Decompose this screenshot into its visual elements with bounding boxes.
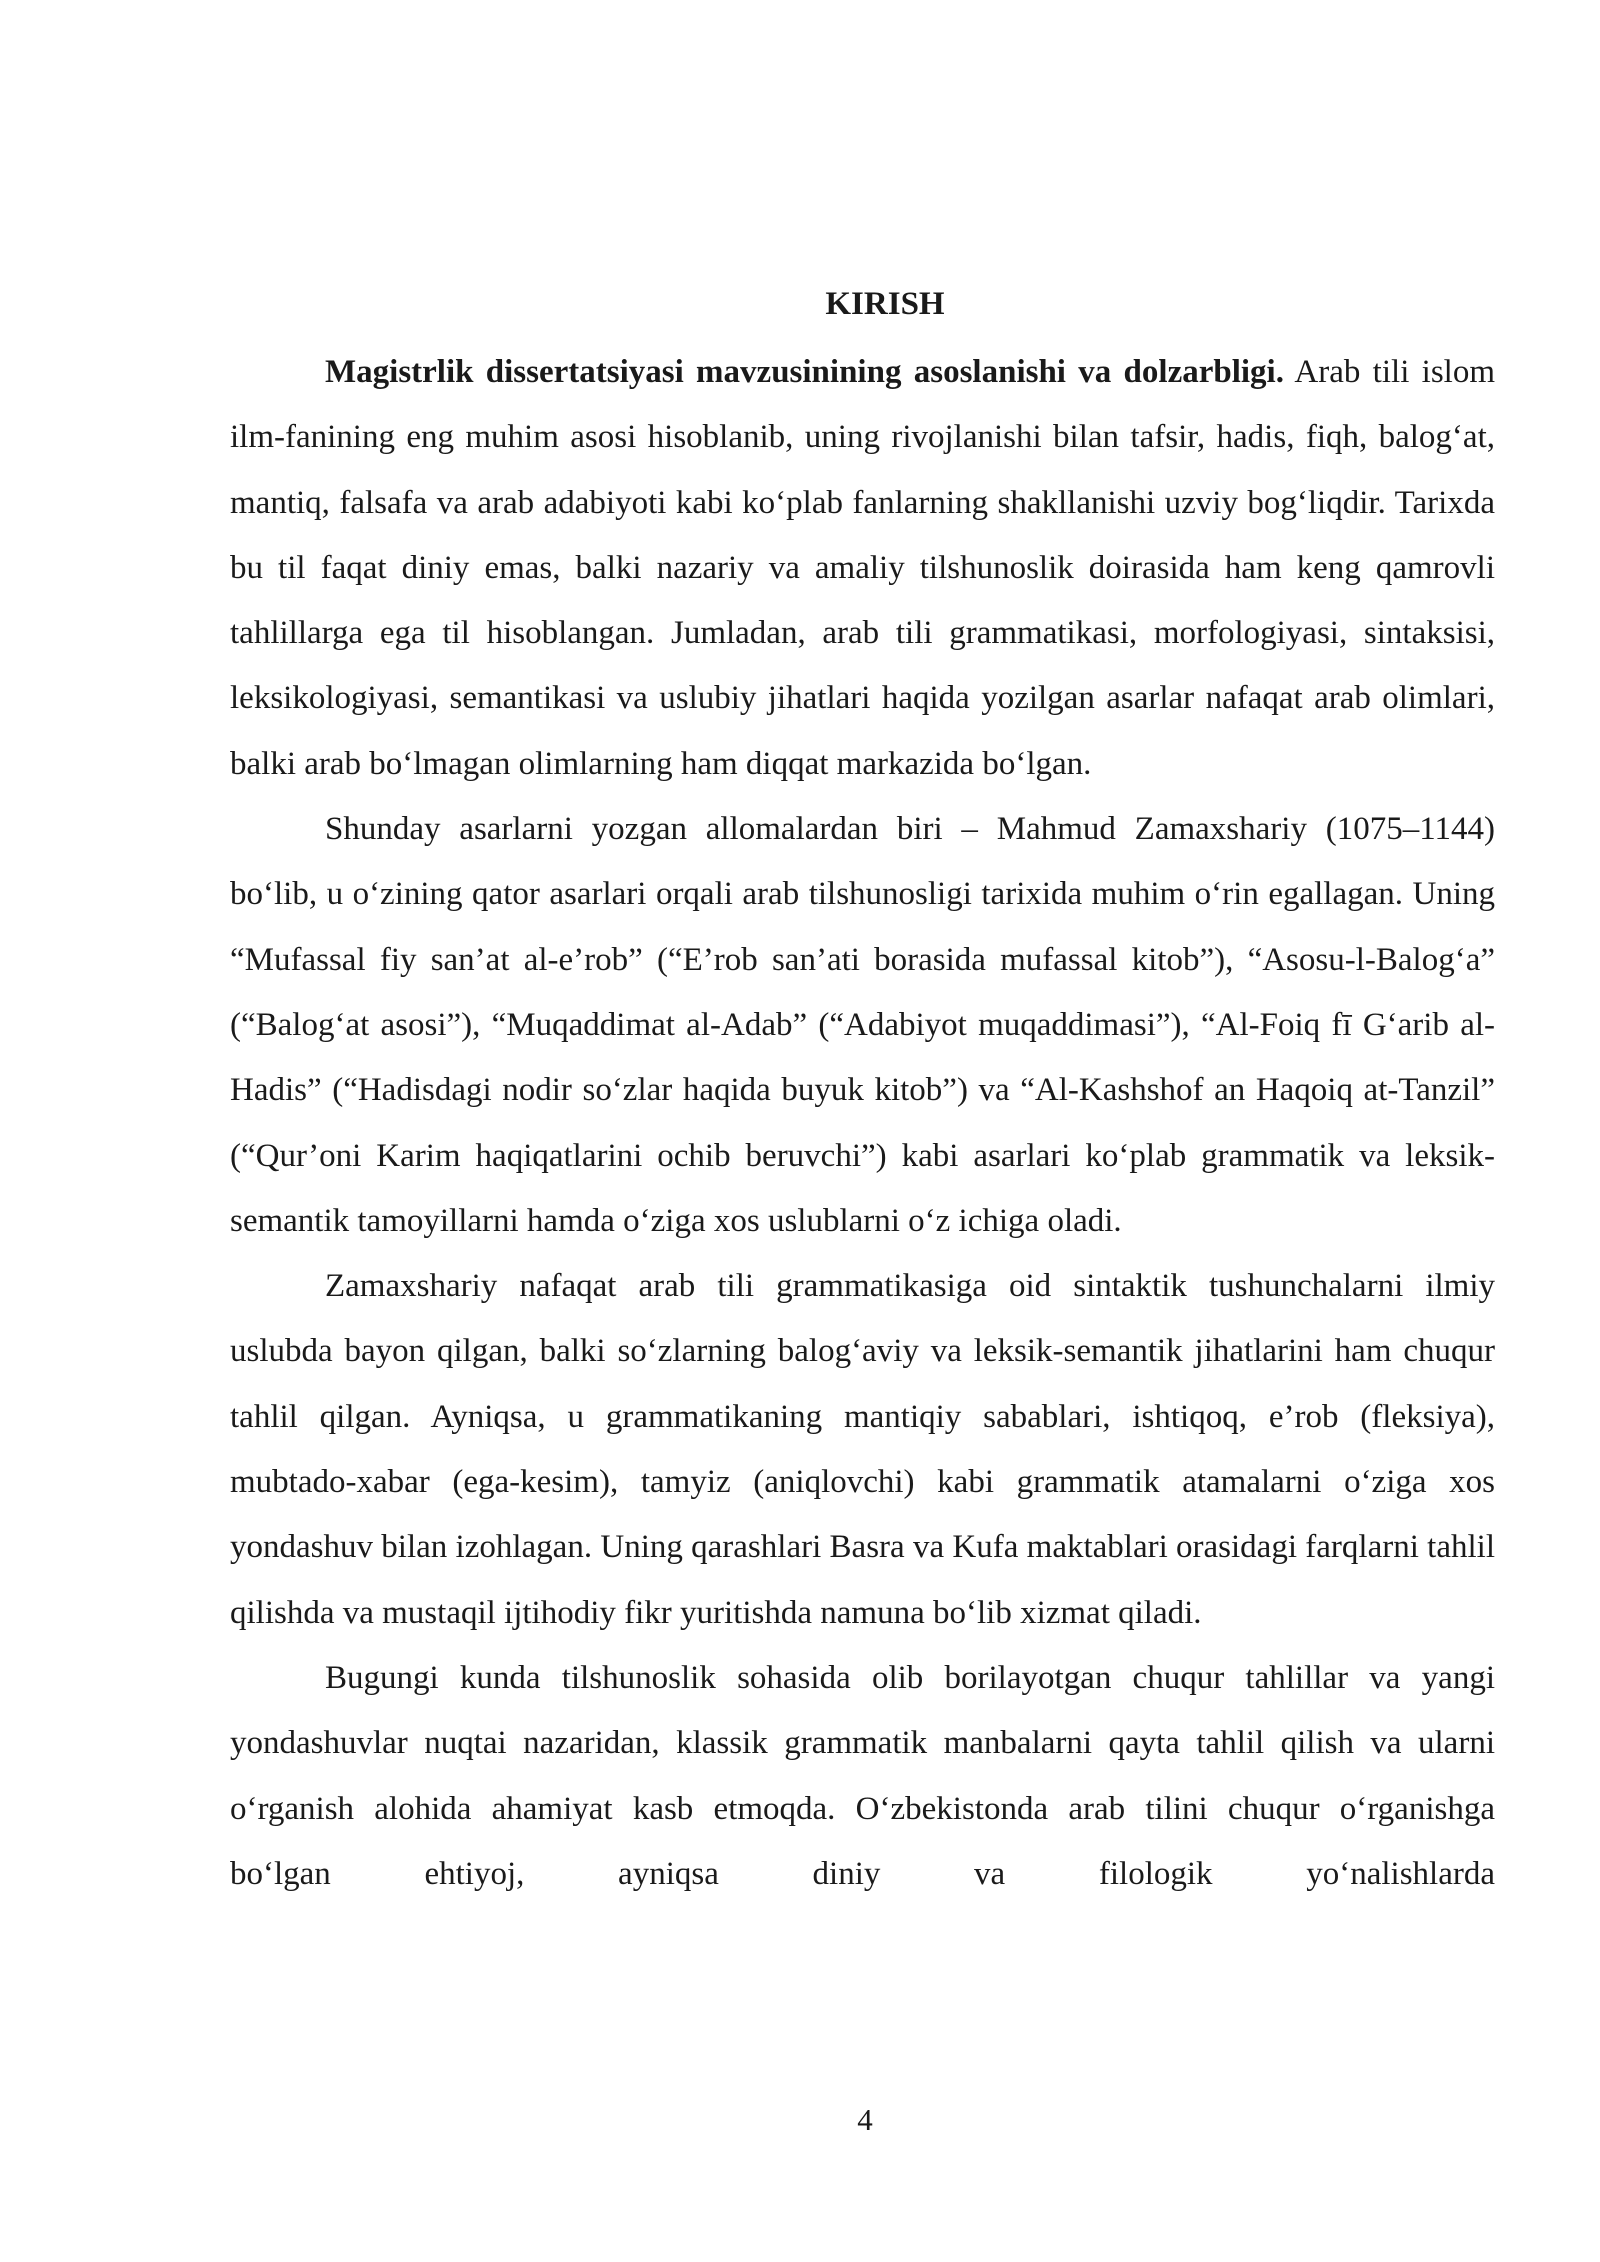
paragraph-text: Arab tili islom ilm-fanining eng muhim asosi hisoblanib, uning rivojlanishi bilan tafsir, hadis, fiqh, balog‘at, mantiq, falsafa va arab adabiyoti kabi ko‘plab fanlarning shakllanishi uzviy bog‘liqdir. Tarixda bu til faqat diniy emas, balki nazariy va amaliy tilshunoslik doirasida ham keng qamrovli tahlillarga ega til hisoblangan. Jumladan, arab tili grammatikasi, morfologiyasi, sintaksisi, leksikologiyasi, semantikasi va uslubiy jihatlari haqida yozilgan asarlar nafaqat arab olimlari, balki arab bo‘lmagan olimlarning ham diqqat markazida bo‘lgan. bbox=[230, 354, 1495, 782]
paragraph-intro bbox=[230, 340, 1495, 797]
paragraph-zamaxshariy-grammar: Zamaxshariy nafaqat arab tili grammatikasiga oid sintaktik tushunchalarni ilmiy uslubda bayon qilgan, balki so‘zlarning balog‘aviy va leksik-semantik jihatlarini ham chuqur tahlil qilgan. Ayniqsa, u grammatikaning mantiqiy sabablari, ishtiqoq, e’rob (fleksiya), mubtado-xabar (ega-kesim), tamyiz (aniqlovchi) kabi grammatik atamalarni o‘ziga xos yondashuv bilan izohlagan. Uning qarashlari Basra va Kufa maktablari orasidagi farqlarni tahlil qilishda va mustaqil ijtihodiy fikr yuritishda namuna bo‘lib xizmat qiladi. bbox=[230, 1268, 1495, 1631]
paragraph-relevance: Bugungi kunda tilshunoslik sohasida olib borilayotgan chuqur tahlillar va yangi yondashuvlar nuqtai nazaridan, klassik grammatik manbalarni qayta tahlil qilish va ularni o‘rganish alohida ahamiyat kasb etmoqda. O‘zbekistonda arab tilini chuqur o‘rganishga bo‘lgan ehtiyoj, ayniqsa diniy va filologik yo‘nalishlarda bbox=[230, 1659, 1495, 1892]
paragraph-zamaxshariy-works: Shunday asarlarni yozgan allomalardan biri – Mahmud Zamaxshariy (1075–1144) bo‘lib, u o‘zining qator asarlari orqali arab tilshunosligi tarixida muhim o‘rin egallagan. Uning “Mufassal fiy san’at al-e’rob” (“E’rob san’ati borasida mufassal kitob”), “Asosu-l-Balog‘a” (“Balog‘at asosi”), “Muqaddimat al-Adab” (“Adabiyot muqaddimasi”), “Al-Foiq fī G‘arib al-Hadis” (“Hadisdagi nodir so‘zlar haqida buyuk kitob”) va “Al-Kashshof an Haqoiq at-Tanzil” (“Qur’oni Karim haqiqatlarini ochib beruvchi”) kabi asarlari ko‘plab grammatik va leksik-semantik tamoyillarni hamda o‘ziga xos uslublarni o‘z ichiga oladi. bbox=[230, 811, 1495, 1239]
page-number: 4 bbox=[857, 2102, 873, 2137]
body-text bbox=[230, 340, 1495, 1907]
section-heading: KIRISH bbox=[825, 286, 945, 322]
paragraph-lead: Magistrlik dissertatsiyasi mavzusinining asoslanishi va dolzarbligi. bbox=[325, 354, 1284, 390]
